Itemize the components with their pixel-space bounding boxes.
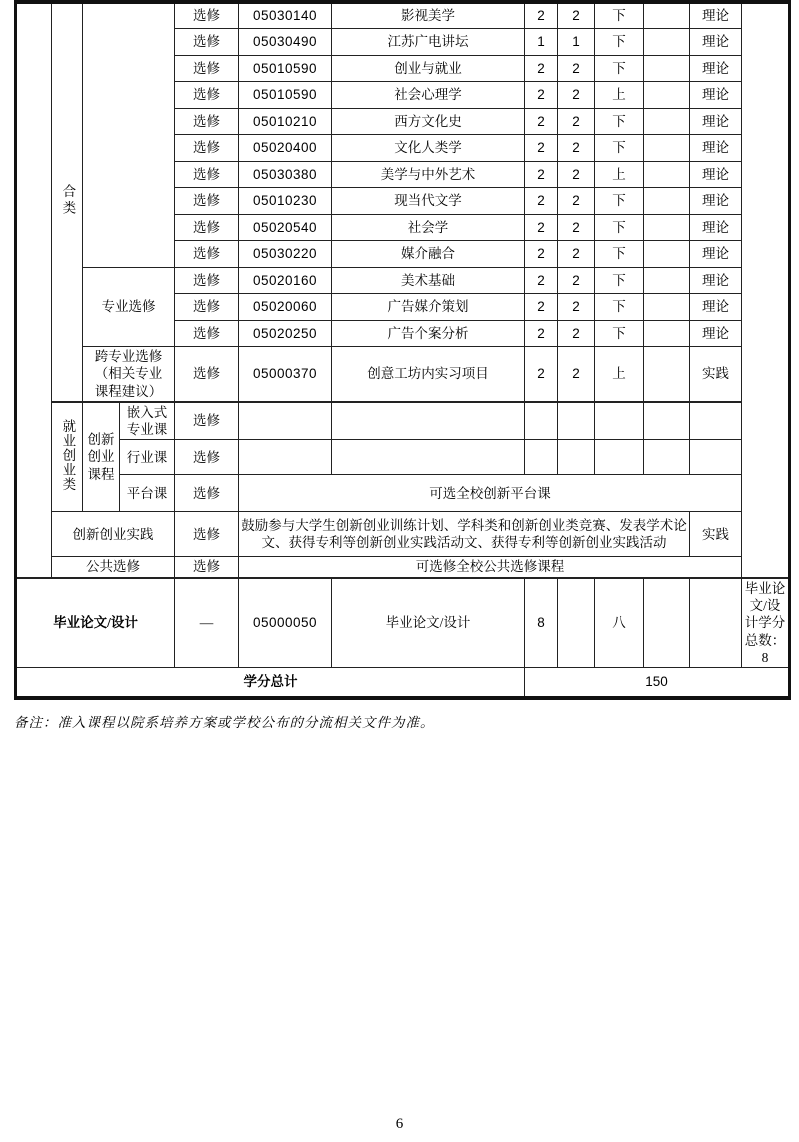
course-credits: 2 bbox=[525, 267, 558, 294]
empty-cell bbox=[644, 188, 690, 215]
group-public-elective: 公共选修 bbox=[52, 557, 175, 578]
group-cross-professional: 跨专业选修（相关专业课程建议） bbox=[83, 347, 175, 402]
course-hours: 2 bbox=[558, 82, 595, 109]
empty-cell bbox=[644, 55, 690, 82]
empty-cell bbox=[239, 440, 332, 475]
elective-cell: 选修 bbox=[175, 55, 239, 82]
course-type: 理论 bbox=[690, 267, 742, 294]
course-term: 下 bbox=[595, 2, 644, 29]
course-term: 下 bbox=[595, 108, 644, 135]
course-hours: 2 bbox=[558, 267, 595, 294]
elective-cell: 选修 bbox=[175, 347, 239, 402]
elective-cell: 选修 bbox=[175, 2, 239, 29]
course-code: 05020060 bbox=[239, 294, 332, 321]
public-elective-row bbox=[16, 557, 790, 578]
empty-cell bbox=[644, 82, 690, 109]
innovation-practice-row bbox=[16, 512, 790, 557]
course-credits: 1 bbox=[525, 29, 558, 56]
category-tail-label: 合类 bbox=[60, 183, 76, 217]
elective-cell: 选修 bbox=[175, 557, 239, 578]
course-name: 江苏广电讲坛 bbox=[332, 29, 525, 56]
elective-cell: 选修 bbox=[175, 440, 239, 475]
total-label-cell: 学分总计 bbox=[16, 668, 525, 698]
course-type: 理论 bbox=[690, 82, 742, 109]
course-term: 下 bbox=[595, 294, 644, 321]
employment-row bbox=[16, 402, 790, 440]
elective-cell: 选修 bbox=[175, 512, 239, 557]
course-credits: 2 bbox=[525, 135, 558, 162]
empty-cell bbox=[644, 267, 690, 294]
course-hours: 2 bbox=[558, 320, 595, 347]
empty-cell bbox=[644, 241, 690, 268]
course-hours: 2 bbox=[558, 108, 595, 135]
elective-cell: 选修 bbox=[175, 402, 239, 440]
empty-cell bbox=[595, 440, 644, 475]
course-term: 下 bbox=[595, 135, 644, 162]
course-credits: 2 bbox=[525, 82, 558, 109]
course-code: 05010210 bbox=[239, 108, 332, 135]
course-name: 影视美学 bbox=[332, 2, 525, 29]
course-hours: 2 bbox=[558, 241, 595, 268]
elective-cell: 选修 bbox=[175, 188, 239, 215]
employment-row bbox=[16, 440, 790, 475]
course-term: 上 bbox=[595, 82, 644, 109]
thesis-selection-cell: — bbox=[175, 578, 239, 668]
course-code: 05030490 bbox=[239, 29, 332, 56]
course-credits: 2 bbox=[525, 55, 558, 82]
empty-cell bbox=[644, 402, 690, 440]
course-credits: 2 bbox=[525, 347, 558, 402]
thesis-category-cell: 毕业论文/设计 bbox=[16, 578, 175, 668]
course-credits: 2 bbox=[525, 294, 558, 321]
page-number: 6 bbox=[395, 1116, 404, 1132]
course-code: 05030220 bbox=[239, 241, 332, 268]
course-row bbox=[16, 2, 790, 29]
course-name: 媒介融合 bbox=[332, 241, 525, 268]
course-name: 广告媒介策划 bbox=[332, 294, 525, 321]
course-name: 创业与就业 bbox=[332, 55, 525, 82]
empty-cell bbox=[558, 440, 595, 475]
course-name: 社会学 bbox=[332, 214, 525, 241]
empty-cell bbox=[558, 578, 595, 668]
course-hours: 2 bbox=[558, 347, 595, 402]
course-type: 理论 bbox=[690, 29, 742, 56]
course-type: 理论 bbox=[690, 241, 742, 268]
course-credits: 2 bbox=[525, 188, 558, 215]
course-name: 文化人类学 bbox=[332, 135, 525, 162]
course-hours: 2 bbox=[558, 55, 595, 82]
empty-cell bbox=[690, 578, 742, 668]
empty-cell bbox=[644, 161, 690, 188]
empty-cell bbox=[644, 108, 690, 135]
course-code: 05010590 bbox=[239, 55, 332, 82]
course-hours: 2 bbox=[558, 135, 595, 162]
course-code: 05000370 bbox=[239, 347, 332, 402]
course-name: 西方文化史 bbox=[332, 108, 525, 135]
empty-cell bbox=[644, 294, 690, 321]
course-name: 广告个案分析 bbox=[332, 320, 525, 347]
thesis-side-note-cell: 毕业论文/设计学分总数：8 bbox=[742, 578, 790, 668]
course-type: 理论 bbox=[690, 294, 742, 321]
course-hours: 2 bbox=[558, 161, 595, 188]
course-name: 美术基础 bbox=[332, 267, 525, 294]
elective-cell: 选修 bbox=[175, 29, 239, 56]
course-code: 05020160 bbox=[239, 267, 332, 294]
total-value-cell: 150 bbox=[525, 668, 790, 698]
course-code: 05010230 bbox=[239, 188, 332, 215]
course-credits: 2 bbox=[525, 320, 558, 347]
empty-cell bbox=[595, 402, 644, 440]
total-row bbox=[16, 668, 790, 698]
empty-cell bbox=[644, 2, 690, 29]
course-term: 上 bbox=[595, 347, 644, 402]
elective-cell: 选修 bbox=[175, 135, 239, 162]
course-term: 下 bbox=[595, 320, 644, 347]
course-type: 理论 bbox=[690, 108, 742, 135]
elective-cell: 选修 bbox=[175, 241, 239, 268]
innovation-practice-note-cell: 鼓励参与大学生创新创业训练计划、学科类和创新创业类竞赛、发表学术论文、获得专利等创新创业实践活动文、获得专利等创新创业实践活动 bbox=[239, 512, 690, 557]
course-credits: 2 bbox=[525, 108, 558, 135]
course-code: 05020250 bbox=[239, 320, 332, 347]
empty-cell bbox=[644, 320, 690, 347]
category-employment-cell bbox=[52, 402, 83, 512]
course-type: 实践 bbox=[690, 347, 742, 402]
empty-cell bbox=[644, 135, 690, 162]
category-employment-label: 就业创业类 bbox=[60, 418, 76, 492]
course-hours: 2 bbox=[558, 294, 595, 321]
course-type: 理论 bbox=[690, 161, 742, 188]
course-row bbox=[16, 347, 790, 402]
category-tail-cell bbox=[52, 2, 83, 402]
course-term: 下 bbox=[595, 29, 644, 56]
empty-cell bbox=[644, 440, 690, 475]
subgroup-platform-course: 平台课 bbox=[120, 475, 175, 512]
subgroup-industry-course: 行业课 bbox=[120, 440, 175, 475]
course-type: 理论 bbox=[690, 214, 742, 241]
course-name: 社会心理学 bbox=[332, 82, 525, 109]
empty-cell bbox=[644, 578, 690, 668]
group-innovation-courses: 创新创业课程 bbox=[83, 402, 120, 512]
elective-cell: 选修 bbox=[175, 294, 239, 321]
course-credits: 2 bbox=[525, 161, 558, 188]
course-type: 实践 bbox=[690, 512, 742, 557]
course-term: 下 bbox=[595, 188, 644, 215]
course-type: 理论 bbox=[690, 135, 742, 162]
empty-cell bbox=[644, 214, 690, 241]
elective-cell: 选修 bbox=[175, 475, 239, 512]
course-code: 05020400 bbox=[239, 135, 332, 162]
course-term: 下 bbox=[595, 214, 644, 241]
empty-cell bbox=[690, 402, 742, 440]
course-hours: 2 bbox=[558, 188, 595, 215]
group-innovation-practice: 创新创业实践 bbox=[52, 512, 175, 557]
remark-note: 备注：准入课程以院系培养方案或学校公布的分流相关文件为准。 bbox=[14, 715, 435, 730]
thesis-row bbox=[16, 578, 790, 668]
empty-cell bbox=[690, 440, 742, 475]
thesis-name-cell: 毕业论文/设计 bbox=[332, 578, 525, 668]
course-term: 下 bbox=[595, 241, 644, 268]
course-type: 理论 bbox=[690, 320, 742, 347]
course-hours: 2 bbox=[558, 214, 595, 241]
elective-cell: 选修 bbox=[175, 214, 239, 241]
course-code: 05020540 bbox=[239, 214, 332, 241]
group-professional-elective: 专业选修 bbox=[83, 267, 175, 347]
course-name: 现当代文学 bbox=[332, 188, 525, 215]
thesis-term-cell: 八 bbox=[595, 578, 644, 668]
course-term: 上 bbox=[595, 161, 644, 188]
curriculum-table bbox=[14, 0, 791, 700]
course-name: 美学与中外艺术 bbox=[332, 161, 525, 188]
course-code: 05030140 bbox=[239, 2, 332, 29]
thesis-credits-cell: 8 bbox=[525, 578, 558, 668]
empty-cell bbox=[525, 402, 558, 440]
thesis-code-cell: 05000050 bbox=[239, 578, 332, 668]
elective-cell: 选修 bbox=[175, 161, 239, 188]
platform-note-cell: 可选全校创新平台课 bbox=[239, 475, 742, 512]
subgroup-embedded-course: 嵌入式专业课 bbox=[120, 402, 175, 440]
course-name: 创意工坊内实习项目 bbox=[332, 347, 525, 402]
course-row bbox=[16, 267, 790, 294]
elective-cell: 选修 bbox=[175, 320, 239, 347]
course-credits: 2 bbox=[525, 214, 558, 241]
course-code: 05030380 bbox=[239, 161, 332, 188]
employment-row bbox=[16, 475, 790, 512]
elective-cell: 选修 bbox=[175, 267, 239, 294]
empty-cell bbox=[239, 402, 332, 440]
empty-cell bbox=[644, 347, 690, 402]
course-term: 下 bbox=[595, 267, 644, 294]
course-type: 理论 bbox=[690, 55, 742, 82]
empty-cell bbox=[332, 440, 525, 475]
course-type: 理论 bbox=[690, 2, 742, 29]
empty-cell bbox=[525, 440, 558, 475]
right-spacer-cell bbox=[742, 2, 790, 578]
course-hours: 1 bbox=[558, 29, 595, 56]
course-credits: 2 bbox=[525, 2, 558, 29]
category-spacer-cell bbox=[16, 2, 52, 578]
empty-cell bbox=[332, 402, 525, 440]
course-hours: 2 bbox=[558, 2, 595, 29]
public-elective-note-cell: 可选修全校公共选修课程 bbox=[239, 557, 742, 578]
course-credits: 2 bbox=[525, 241, 558, 268]
course-type: 理论 bbox=[690, 188, 742, 215]
group-spacer-cell bbox=[83, 2, 175, 267]
elective-cell: 选修 bbox=[175, 108, 239, 135]
empty-cell bbox=[644, 29, 690, 56]
elective-cell: 选修 bbox=[175, 82, 239, 109]
empty-cell bbox=[558, 402, 595, 440]
course-term: 下 bbox=[595, 55, 644, 82]
course-code: 05010590 bbox=[239, 82, 332, 109]
